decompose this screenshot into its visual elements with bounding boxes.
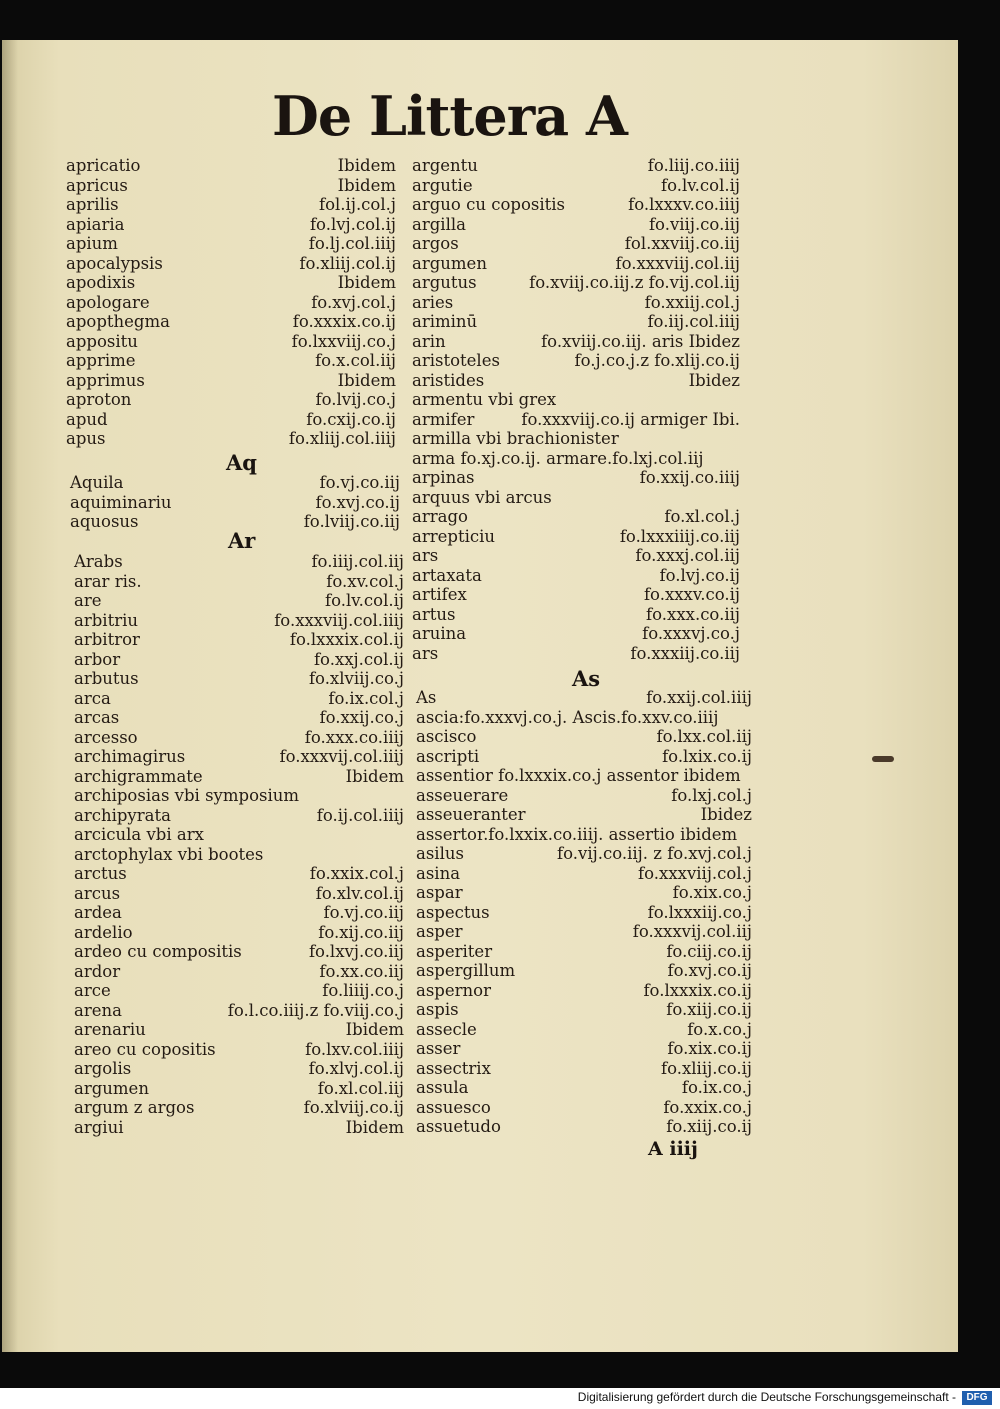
entry-term: arar ris. — [74, 571, 142, 591]
entry-reference: fo.xxxviij.col.iiij — [274, 610, 404, 630]
entry-term: arcicula vbi arx — [74, 825, 204, 844]
entry-reference: fo.xxxviij.col.j — [638, 863, 752, 883]
entry-term: As — [416, 688, 437, 707]
entry-reference: fo.lvj.co.ij — [659, 565, 740, 585]
entry-reference: fo.xxxiij.co.iij — [630, 643, 740, 663]
index-entry — [74, 845, 404, 865]
entry-reference: fo.xxix.col.j — [309, 864, 404, 883]
entry-reference: fo.xix.co.j — [672, 883, 752, 902]
index-entry — [416, 942, 752, 962]
entry-reference: fo.l.co.iiij.z fo.viij.co.j — [227, 1000, 404, 1020]
index-entry — [416, 981, 752, 1001]
entry-term: apium — [66, 234, 118, 253]
index-entry — [416, 883, 752, 903]
index-entry — [416, 688, 752, 708]
entry-reference: Ibidem — [337, 156, 396, 175]
entry-reference: fo.lviij.co.iij — [303, 512, 400, 531]
entry-term: apodixis — [66, 273, 136, 292]
index-entry — [74, 728, 404, 748]
entry-term: arpinas — [412, 468, 475, 487]
index-entry — [416, 903, 752, 923]
entry-term: ardor — [74, 961, 121, 981]
right-column-as — [416, 688, 752, 1137]
entry-term: argos — [412, 234, 459, 253]
entry-term: arrago — [412, 507, 468, 526]
entry-term: assertor.fo.lxxix.co.iiij. assertio ibidem — [416, 824, 738, 844]
section-heading-ar: Ar — [228, 528, 256, 553]
entry-reference: fo.xxij.co.j — [319, 708, 404, 727]
index-entry — [66, 273, 396, 293]
entry-reference: fo.ciij.co.ij — [666, 941, 752, 961]
entry-term: ariminū — [412, 312, 478, 331]
index-entry — [74, 825, 404, 845]
entry-term: assuesco — [416, 1097, 491, 1117]
entry-term: argutus — [412, 273, 477, 292]
index-entry — [74, 923, 404, 943]
index-entry — [416, 805, 752, 825]
index-entry — [66, 234, 396, 254]
entry-term: arcas — [74, 708, 120, 727]
entry-reference: Ibidem — [345, 1117, 404, 1137]
entry-reference: fo.xliij.co.ij — [660, 1058, 752, 1078]
entry-reference: fo.xviij.co.iij. aris Ibidez — [541, 331, 740, 351]
index-entry — [412, 293, 740, 313]
entry-term: apus — [66, 429, 106, 448]
entry-term: asper — [416, 922, 463, 941]
entry-term: arena — [74, 1000, 122, 1020]
index-entry — [66, 156, 396, 176]
entry-term: aristides — [412, 370, 485, 390]
entry-term: ascia:fo.xxxvj.co.j. Ascis.fo.xxv.co.iiij — [416, 707, 719, 727]
index-entry — [74, 747, 404, 767]
index-entry — [66, 371, 396, 391]
entry-reference: fo.xiij.co.ij — [666, 1117, 752, 1136]
entry-reference: fo.xxx.co.iij — [646, 604, 740, 624]
entry-reference: fo.lxxxix.col.ij — [289, 630, 404, 649]
entry-reference: Ibidem — [337, 273, 396, 292]
entry-term: apprime — [66, 351, 136, 370]
index-entry — [416, 1117, 752, 1137]
entry-term: artaxata — [412, 565, 482, 585]
index-entry — [416, 786, 752, 806]
entry-reference: fo.xxiij.col.j — [644, 292, 740, 312]
entry-term: aspergillum — [416, 961, 516, 980]
entry-term: artus — [412, 604, 456, 624]
entry-term: arbor — [74, 649, 121, 669]
entry-term: archiposias vbi symposium — [74, 786, 300, 805]
entry-term: asseuerare — [416, 785, 509, 805]
entry-term: appositu — [66, 331, 138, 351]
index-entry — [416, 727, 752, 747]
entry-term: arca — [74, 688, 111, 708]
dfg-logo-icon[interactable]: DFG — [962, 1391, 992, 1405]
entry-reference: fo.xix.co.ij — [667, 1039, 752, 1058]
entry-reference: fo.xliij.col.iiij — [288, 429, 396, 448]
entry-reference: Ibidem — [345, 1020, 404, 1039]
index-entry — [416, 766, 752, 786]
index-entry — [412, 332, 740, 352]
entry-term: arquus vbi arcus — [412, 487, 552, 507]
index-entry — [412, 429, 740, 449]
entry-reference: fo.xviij.co.iij.z fo.vij.col.iij — [529, 273, 740, 292]
entry-term: artifex — [412, 585, 467, 604]
entry-reference: fo.xvj.co.ij — [667, 961, 752, 980]
index-entry — [74, 669, 404, 689]
index-entry — [412, 254, 740, 274]
index-entry — [66, 176, 396, 196]
entry-reference: fo.lxxxv.co.iiij — [628, 195, 740, 214]
entry-term: arbutus — [74, 669, 139, 688]
entry-term: arin — [412, 331, 446, 351]
index-entry — [412, 507, 740, 527]
index-entry — [412, 195, 740, 215]
entry-reference: Ibidem — [337, 370, 396, 390]
entry-reference: fo.xlviij.co.j — [308, 669, 404, 688]
entry-term: argum z argos — [74, 1098, 195, 1117]
entry-reference: fo.xvj.col.j — [311, 292, 396, 312]
entry-reference: fo.lv.col.ij — [325, 591, 404, 610]
entry-reference: fol.xxviij.co.iij — [624, 234, 740, 253]
entry-reference: fo.xlvj.col.ij — [308, 1059, 404, 1078]
entry-term: argumen — [74, 1078, 149, 1098]
entry-term: arma fo.xj.co.ij. armare.fo.lxj.col.iij — [412, 448, 704, 468]
entry-term: argumen — [412, 253, 487, 273]
entry-term: arcesso — [74, 727, 138, 747]
entry-reference: fo.vj.co.iij — [319, 473, 400, 492]
entry-term: areo cu copositis — [74, 1039, 216, 1059]
left-column-top — [66, 156, 396, 449]
entry-reference: fo.ix.co.j — [681, 1078, 752, 1097]
entry-term: aquosus — [70, 512, 139, 531]
section-heading-as: As — [572, 666, 601, 691]
entry-term: arctophylax vbi bootes — [74, 844, 264, 864]
entry-term: asseueranter — [416, 805, 526, 824]
index-entry — [412, 273, 740, 293]
index-entry — [412, 390, 740, 410]
entry-term: assentior fo.lxxxix.co.j assentor ibidem — [416, 766, 741, 785]
index-entry — [74, 650, 404, 670]
entry-reference: fo.lxj.col.j — [671, 785, 752, 805]
entry-term: aquiminariu — [70, 492, 172, 512]
entry-term: armifer — [412, 409, 475, 429]
index-entry — [74, 1001, 404, 1021]
entry-term: ascisco — [416, 727, 477, 746]
entry-reference: fo.xlviij.co.ij — [303, 1098, 404, 1117]
index-entry — [74, 572, 404, 592]
entry-reference: fo.iij.col.iiij — [647, 312, 740, 331]
entry-reference: fo.lxix.co.ij — [662, 746, 752, 766]
entry-reference: fo.xxxviij.co.ij armiger Ibi. — [521, 409, 740, 429]
entry-term: ars — [412, 546, 439, 565]
entry-reference: Ibidem — [337, 175, 396, 195]
index-entry — [74, 864, 404, 884]
entry-reference: fo.xl.col.iij — [317, 1078, 404, 1098]
entry-reference: fo.viij.co.iij — [648, 214, 740, 234]
entry-term: Aquila — [70, 473, 124, 492]
index-entry — [412, 605, 740, 625]
entry-term: apricus — [66, 175, 128, 195]
entry-term: apocalypsis — [66, 253, 163, 273]
entry-term: arguo cu copositis — [412, 195, 565, 214]
entry-term: arctus — [74, 864, 127, 883]
index-entry — [416, 1059, 752, 1079]
entry-reference: fo.xij.co.iij — [318, 922, 404, 942]
entry-reference: fo.xxxvij.col.iiij — [279, 747, 404, 766]
index-entry — [412, 644, 740, 664]
entry-term: Arabs — [74, 552, 123, 571]
entry-reference: fo.vj.co.iij — [323, 903, 404, 922]
index-entry — [412, 449, 740, 469]
entry-reference: fo.lxxxix.co.ij — [643, 980, 752, 1000]
entry-reference: fo.x.col.iij — [315, 351, 396, 370]
index-entry — [74, 1098, 404, 1118]
entry-reference: fo.xxij.co.iiij — [639, 468, 740, 487]
index-entry — [74, 884, 404, 904]
right-column-ar — [412, 156, 740, 663]
entry-term: arbitriu — [74, 610, 138, 630]
index-entry — [74, 591, 404, 611]
index-entry — [416, 864, 752, 884]
page-gutter-shadow — [2, 40, 18, 1352]
entry-term: arce — [74, 981, 111, 1000]
index-entry — [416, 1020, 752, 1040]
index-entry — [74, 981, 404, 1001]
index-entry — [74, 630, 404, 650]
entry-term: aproton — [66, 390, 132, 409]
index-entry — [70, 473, 400, 493]
entry-reference: fo.xliij.col.ij — [299, 253, 396, 273]
index-entry — [70, 493, 400, 513]
index-entry — [74, 708, 404, 728]
left-column-aq — [70, 473, 400, 532]
entry-reference: fo.lxxviij.co.j — [291, 331, 396, 351]
signature-mark: A iiij — [648, 1138, 698, 1160]
index-entry — [412, 410, 740, 430]
entry-reference: Ibidez — [688, 370, 740, 390]
entry-reference: fo.cxij.co.ij — [306, 409, 396, 429]
index-entry — [416, 708, 752, 728]
entry-term: argiui — [74, 1117, 124, 1137]
entry-reference: fo.lxxxiij.co.j — [647, 902, 752, 922]
entry-term: aspar — [416, 883, 463, 902]
index-entry — [416, 844, 752, 864]
entry-reference: fo.xx.co.iij — [319, 961, 404, 981]
index-entry — [412, 215, 740, 235]
entry-term: aries — [412, 292, 454, 312]
entry-reference: fo.ix.col.j — [328, 688, 404, 708]
entry-reference: fo.x.co.j — [687, 1019, 752, 1039]
index-entry — [412, 351, 740, 371]
entry-reference: fo.lvj.col.ij — [309, 214, 396, 234]
index-entry — [74, 1118, 404, 1138]
entry-reference: fo.lv.col.ij — [661, 175, 740, 195]
index-entry — [74, 611, 404, 631]
index-entry — [74, 786, 404, 806]
index-entry — [416, 747, 752, 767]
index-entry — [412, 585, 740, 605]
entry-term: aspectus — [416, 902, 490, 922]
index-entry — [412, 176, 740, 196]
entry-reference: fo.xxxvj.co.j — [642, 624, 740, 643]
entry-reference: fo.lxxxiiij.co.iij — [619, 526, 740, 546]
entry-term: asilus — [416, 844, 464, 863]
index-entry — [74, 942, 404, 962]
entry-term: arcus — [74, 883, 121, 903]
index-entry — [416, 1000, 752, 1020]
entry-reference: fo.xxxv.co.ij — [643, 585, 740, 604]
entry-term: argentu — [412, 156, 478, 175]
index-entry — [74, 1020, 404, 1040]
entry-term: arbitror — [74, 630, 140, 649]
entry-reference: fo.xv.col.j — [326, 571, 404, 591]
entry-term: asser — [416, 1039, 461, 1058]
index-entry — [412, 312, 740, 332]
index-entry — [66, 312, 396, 332]
entry-term: archimagirus — [74, 747, 186, 766]
entry-reference: fo.xiij.co.ij — [666, 1000, 752, 1019]
index-entry — [416, 1078, 752, 1098]
index-entry — [74, 689, 404, 709]
entry-term: assuetudo — [416, 1117, 501, 1136]
entry-term: assula — [416, 1078, 469, 1097]
index-entry — [66, 215, 396, 235]
entry-term: apiaria — [66, 214, 125, 234]
index-entry — [74, 962, 404, 982]
index-entry — [74, 767, 404, 787]
index-entry — [412, 371, 740, 391]
entry-term: armilla vbi brachionister — [412, 429, 619, 448]
index-entry — [66, 390, 396, 410]
entry-term: assectrix — [416, 1058, 491, 1078]
entry-reference: fol.ij.col.j — [318, 195, 396, 214]
left-column-ar — [74, 552, 404, 1137]
entry-reference: fo.xxxix.co.ij — [292, 312, 396, 331]
entry-term: ascripti — [416, 746, 480, 766]
index-entry — [416, 1098, 752, 1118]
entry-term: are — [74, 591, 102, 610]
entry-reference: fo.liiij.co.j — [322, 981, 404, 1000]
entry-reference: fo.xvj.co.ij — [315, 492, 400, 512]
entry-term: argolis — [74, 1059, 132, 1078]
entry-reference: fo.lvij.co.j — [315, 390, 396, 409]
index-entry — [66, 429, 396, 449]
entry-reference: fo.iiij.col.iij — [311, 552, 404, 571]
index-entry — [412, 546, 740, 566]
entry-term: argutie — [412, 175, 473, 195]
entry-term: aristoteles — [412, 351, 500, 370]
entry-reference: fo.xlv.col.ij — [315, 883, 404, 903]
entry-term: armentu vbi grex — [412, 390, 557, 409]
entry-reference: Ibidez — [700, 805, 752, 824]
entry-reference: fo.lj.col.iiij — [308, 234, 396, 253]
entry-term: aspernor — [416, 980, 491, 1000]
entry-reference: fo.xxix.co.j — [663, 1097, 752, 1117]
index-entry — [416, 961, 752, 981]
index-entry — [74, 806, 404, 826]
index-entry — [412, 488, 740, 508]
entry-reference: fo.ij.col.iiij — [316, 805, 404, 825]
index-entry — [416, 1039, 752, 1059]
entry-reference: fo.j.co.j.z fo.xlij.co.ij — [574, 351, 740, 370]
index-entry — [412, 566, 740, 586]
index-entry — [66, 195, 396, 215]
entry-term: ardelio — [74, 922, 133, 942]
entry-term: archigrammate — [74, 766, 203, 786]
index-entry — [66, 293, 396, 313]
entry-reference: fo.lxv.col.iiij — [305, 1039, 404, 1059]
entry-term: archipyrata — [74, 805, 171, 825]
entry-term: aprilis — [66, 195, 119, 214]
index-entry — [416, 825, 752, 845]
page-title: De Littera A — [272, 84, 627, 148]
entry-reference: fo.xxxvij.col.iij — [632, 922, 752, 941]
entry-term: assecle — [416, 1019, 477, 1039]
entry-reference: fo.xl.col.j — [664, 507, 740, 526]
entry-reference: fo.xxj.col.ij — [313, 649, 404, 669]
entry-term: apopthegma — [66, 312, 170, 331]
index-entry — [74, 1059, 404, 1079]
index-entry — [66, 332, 396, 352]
margin-ink-mark — [872, 756, 894, 762]
index-entry — [66, 351, 396, 371]
entry-term: apologare — [66, 292, 150, 312]
entry-term: apprimus — [66, 370, 145, 390]
entry-term: arrepticiu — [412, 526, 495, 546]
entry-term: ardea — [74, 903, 122, 922]
index-entry — [412, 468, 740, 488]
index-entry — [74, 903, 404, 923]
index-entry — [66, 254, 396, 274]
entry-term: apud — [66, 409, 108, 429]
section-heading-aq: Aq — [226, 450, 257, 475]
entry-reference: fo.lxvj.co.iij — [308, 942, 404, 961]
index-entry — [66, 410, 396, 430]
footer-credit: Digitalisierung gefördert durch die Deutsche Forschungsgemeinschaft - — [577, 1390, 956, 1404]
index-entry — [74, 552, 404, 572]
entry-term: argilla — [412, 214, 466, 234]
entry-reference: fo.xxx.co.iiij — [304, 727, 404, 747]
index-entry — [74, 1079, 404, 1099]
entry-reference: fo.vij.co.iij. z fo.xvj.col.j — [557, 844, 752, 863]
entry-term: apricatio — [66, 156, 141, 175]
entry-term: aspis — [416, 1000, 459, 1019]
index-entry — [412, 527, 740, 547]
entry-reference: fo.xxij.col.iiij — [646, 688, 752, 707]
entry-reference: Ibidem — [345, 766, 404, 786]
index-entry — [412, 156, 740, 176]
entry-term: ardeo cu compositis — [74, 942, 242, 961]
entry-reference: fo.xxxviij.col.iij — [615, 253, 740, 273]
entry-term: ars — [412, 643, 439, 663]
entry-term: aruina — [412, 624, 467, 643]
entry-reference: fo.lxx.col.iij — [656, 727, 752, 746]
entry-term: asperiter — [416, 941, 493, 961]
index-entry — [412, 624, 740, 644]
entry-term: asina — [416, 863, 461, 883]
entry-reference: fo.xxxj.col.iij — [635, 546, 740, 565]
entry-reference: fo.liij.co.iiij — [647, 156, 740, 175]
index-entry — [416, 922, 752, 942]
index-entry — [412, 234, 740, 254]
index-entry — [74, 1040, 404, 1060]
entry-term: arenariu — [74, 1020, 146, 1039]
